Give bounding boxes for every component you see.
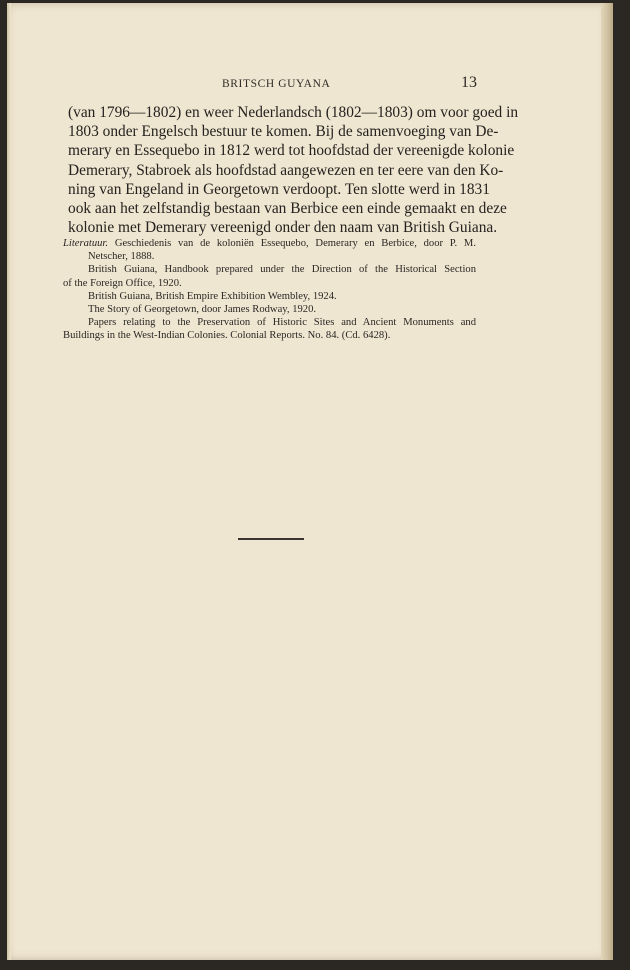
body-paragraph xyxy=(68,103,519,237)
body-line: kolonie met Demerary vereenigd onder den naam van British Guiana. xyxy=(68,219,498,237)
body-line: ning van Engeland in Georgetown verdoopt. Ten slotte werd in 1831 xyxy=(68,180,490,198)
body-line: ook aan het zelfstandig bestaan van Berbice een einde gemaakt en deze xyxy=(68,200,507,218)
body-line: (van 1796—1802) en weer Nederlandsch (1802—1803) om voor goed in xyxy=(68,104,519,121)
literature-line: Netscher, 1888. xyxy=(88,251,155,263)
running-head: BRITSCH GUYANA xyxy=(222,78,331,90)
literature-heading: Literatuur. xyxy=(63,238,109,249)
literature-line: Buildings in the West-Indian Colonies. Colonial Reports. No. 84. (Cd. 6428). xyxy=(63,330,391,342)
page-number: 13 xyxy=(461,74,477,91)
literature-line: of the Foreign Office, 1920. xyxy=(63,277,182,289)
closing-rule xyxy=(238,538,304,540)
literature-first-entry xyxy=(63,237,476,250)
literature-line: British Guiana, Handbook prepared under the Direction of the Historical Section xyxy=(88,264,476,276)
literature-line: The Story of Georgetown, door James Rodway, 1920. xyxy=(88,304,317,316)
body-line: Demerary, Stabroek als hoofdstad aangewezen en ter eere van den Ko- xyxy=(68,161,504,179)
body-line: merary en Essequebo in 1812 werd tot hoofdstad der vereenigde kolonie xyxy=(68,142,515,160)
page-edge xyxy=(601,3,613,960)
body-line: 1803 onder Engelsch bestuur te komen. Bij de samenvoeging van De- xyxy=(68,123,499,141)
literature-line: Papers relating to the Preservation of Historic Sites and Ancient Monuments and xyxy=(88,317,476,329)
page-gutter-shadow xyxy=(7,3,11,960)
literature-section xyxy=(63,237,476,343)
literature-entry-text: Geschiedenis van de koloniën Essequebo, Demerary en Berbice, door P. M. xyxy=(114,238,476,249)
literature-line: British Guiana, British Empire Exhibition Wembley, 1924. xyxy=(88,290,337,302)
